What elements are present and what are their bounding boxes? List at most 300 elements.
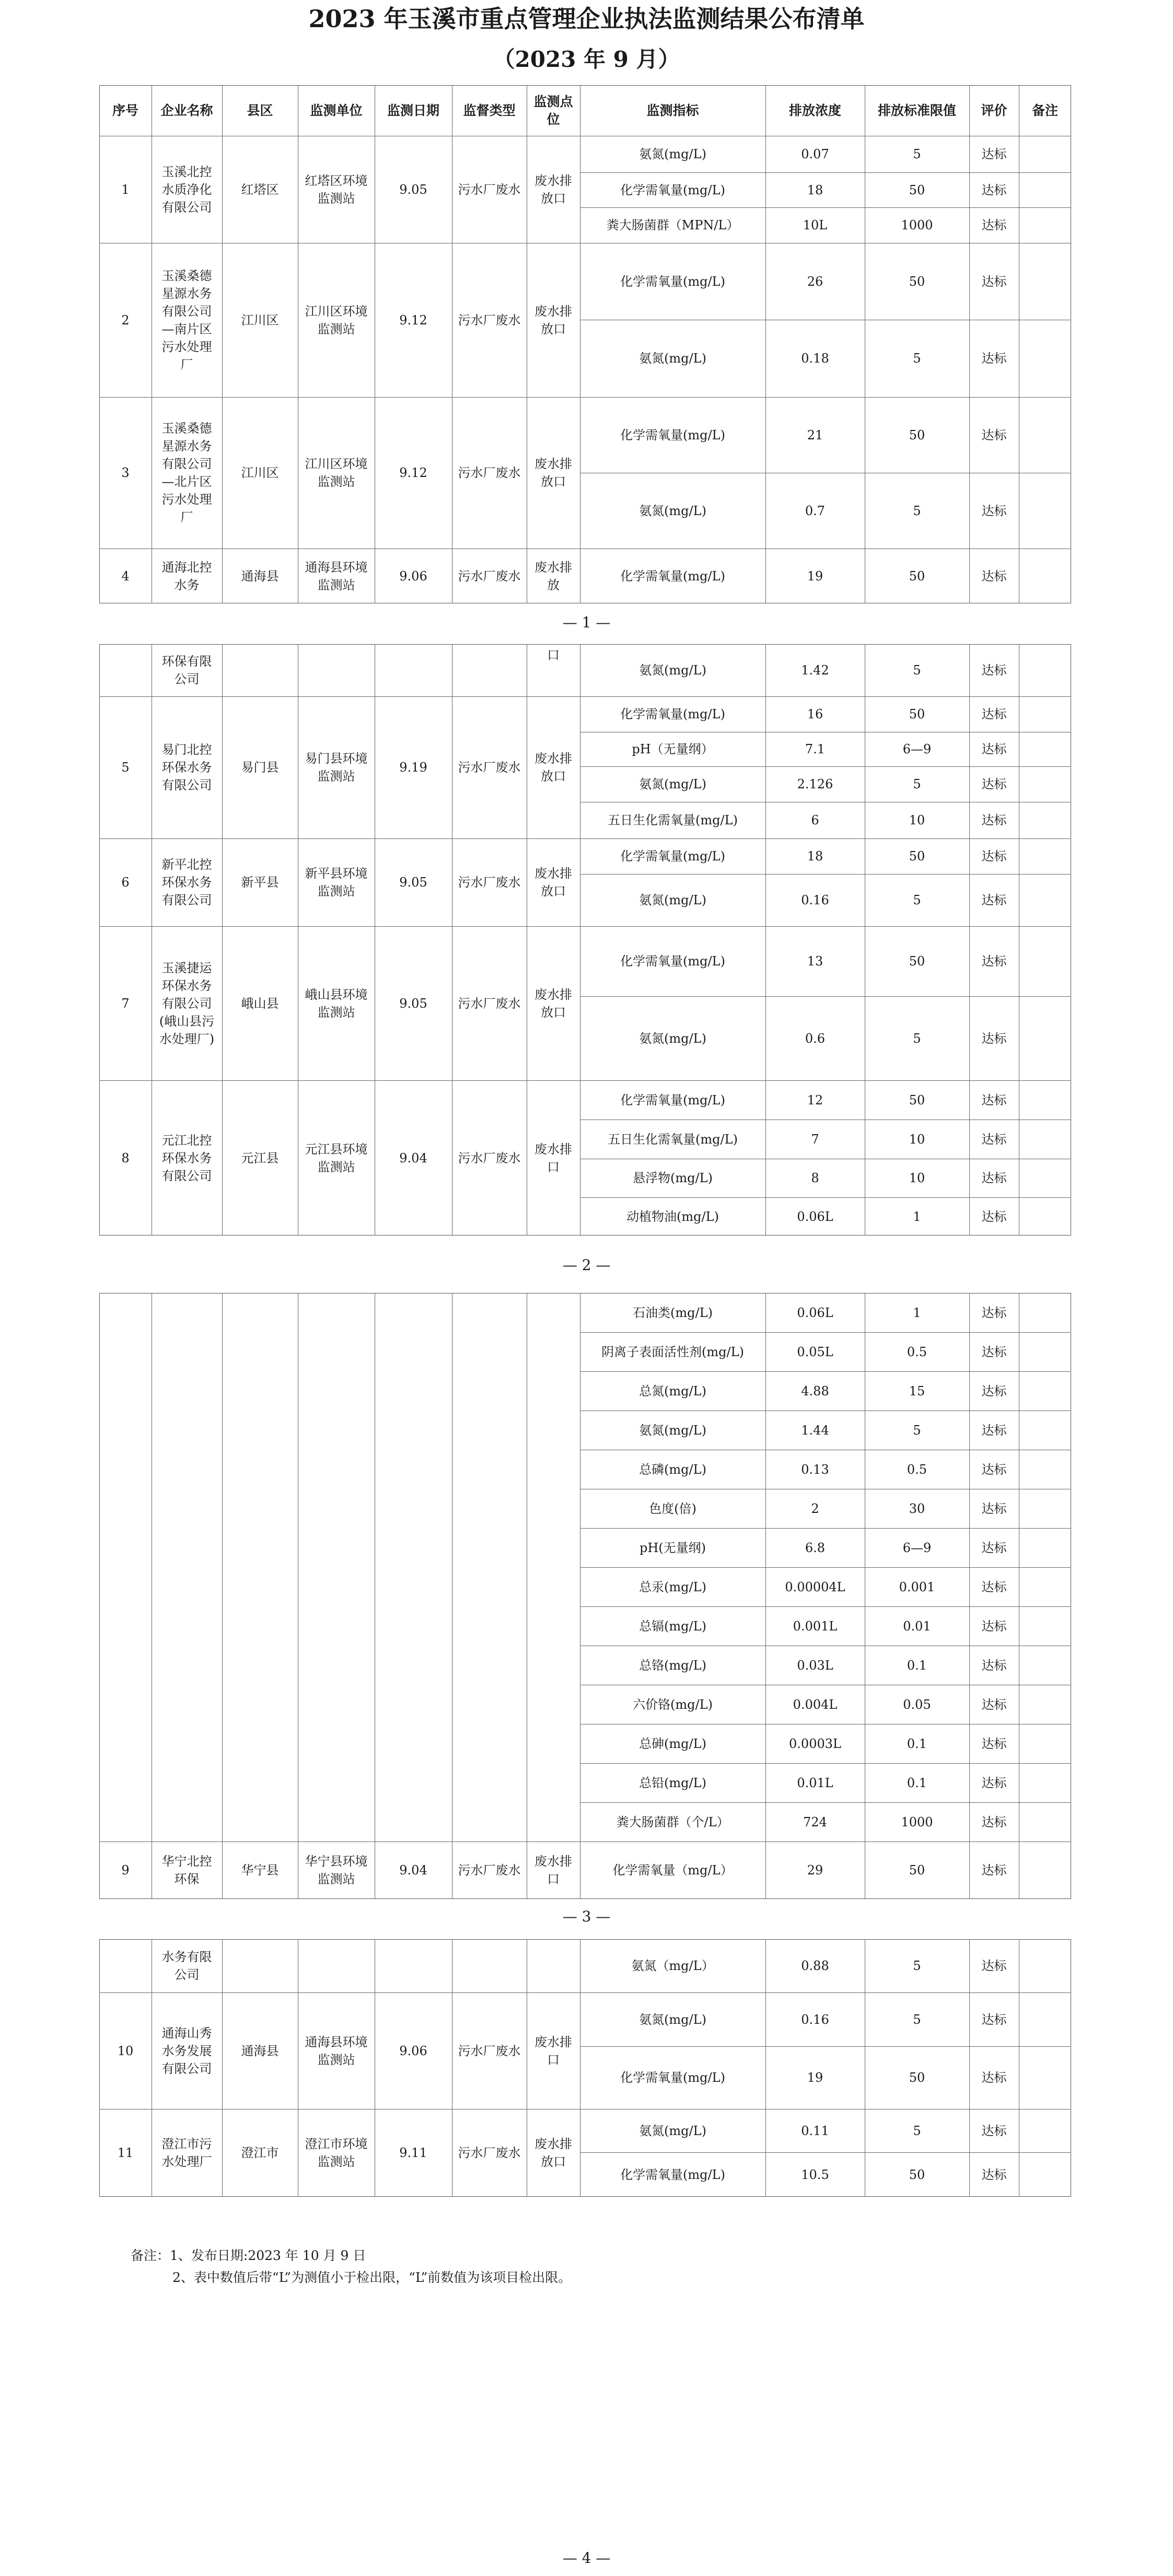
standard-limit: 0.1 [907,1736,927,1751]
evaluation: 达标 [981,182,1007,197]
evaluation: 达标 [981,777,1007,791]
evaluation: 达标 [981,1775,1007,1790]
monitoring-date: 9.12 [399,465,427,480]
enterprise-name: 华宁北控环保 [161,1854,212,1886]
enterprise-name: 通海北控水务 [161,560,212,592]
standard-limit: 50 [909,1092,925,1108]
remark-cell [1019,1646,1071,1685]
monitoring-point: 废水排口 [535,1854,572,1886]
indicator-name: 五日生化需氧量(mg/L) [608,813,738,827]
standard-limit: 50 [909,274,925,289]
monitoring-unit: 江川区环境监测站 [305,457,368,489]
emission-value: 1.44 [801,1423,829,1438]
standard-limit: 0.05 [903,1697,931,1712]
evaluation: 达标 [981,1209,1007,1224]
standard-limit: 15 [909,1383,925,1398]
remark-cell [1019,207,1071,243]
evaluation: 达标 [981,1863,1007,1878]
standard-limit: 5 [913,893,921,907]
evaluation: 达标 [981,2167,1007,2182]
row-number-9: 9 [121,1863,130,1878]
remark-cell [1019,1411,1071,1450]
emission-value: 0.88 [801,1959,829,1973]
indicator-name: 化学需氧量(mg/L) [620,182,725,197]
emission-value: 0.0003L [789,1736,841,1751]
remark-cell [1019,1724,1071,1763]
remark-cell [1019,1939,1071,1992]
standard-limit: 5 [913,2123,921,2138]
remark-cell [1019,136,1071,172]
remark-cell [1019,1371,1071,1411]
monitoring-unit: 华宁县环境监测站 [305,1854,368,1886]
monitoring-point: 废水排放 [535,560,572,592]
emission-value: 6 [811,813,819,827]
supervision-type: 污水厂废水 [458,760,521,775]
evaluation: 达标 [981,1501,1007,1516]
row-number-6: 6 [121,875,130,890]
page-number-4: — 4 — [562,2549,611,2567]
indicator-name: 悬浮物(mg/L) [633,1171,713,1185]
remark-cell [1019,549,1071,603]
county: 峨山县 [241,996,279,1011]
standard-limit: 1 [913,1305,921,1320]
header-cell-10: 排放标准限值 [877,102,956,118]
evaluation: 达标 [981,893,1007,907]
page-number-1: — 1 — [562,614,611,631]
indicator-name: 氨氮(mg/L) [639,1031,706,1046]
county: 通海县 [241,568,279,584]
indicator-name: 石油类(mg/L) [633,1305,713,1320]
monitoring-point-continued: 口 [547,648,560,662]
monitoring-date: 9.12 [399,312,427,328]
enterprise-name: 玉溪北控水质净化有限公司 [161,164,212,215]
supervision-type: 污水厂废水 [458,2043,521,2058]
evaluation: 达标 [981,1540,1007,1555]
enterprise-name: 玉溪桑德星源水务有限公司—南片区污水处理厂 [161,268,212,372]
row-number-3: 3 [121,465,130,480]
header-cell-12: 备注 [1031,102,1058,118]
indicator-name: 化学需氧量(mg/L) [620,568,725,584]
emission-value: 0.16 [801,2012,829,2027]
standard-limit: 5 [913,777,921,791]
remark-cell [1019,802,1071,838]
monitoring-point: 废水排放口 [535,304,572,336]
monitoring-date: 9.05 [399,182,427,197]
evaluation: 达标 [981,1092,1007,1108]
standard-limit: 30 [909,1501,925,1516]
row-number-1: 1 [121,182,130,197]
remark-cell [1019,1841,1071,1899]
remark-cell [1019,644,1071,696]
header-cell-1: 序号 [112,102,138,118]
evaluation: 达标 [981,568,1007,584]
evaluation: 达标 [981,1344,1007,1359]
remark-cell [1019,926,1071,996]
standard-limit: 0.5 [907,1462,927,1477]
standard-limit: 50 [909,954,925,969]
monitoring-unit: 通海县环境监测站 [305,560,368,592]
standard-limit: 5 [913,663,921,678]
indicator-name: 化学需氧量(mg/L) [620,1092,725,1108]
page-number-3: — 3 — [562,1908,611,1925]
remark-cell [1019,696,1071,732]
emission-value: 0.18 [801,351,829,366]
monitoring-unit: 元江县环境监测站 [305,1141,368,1174]
emission-value: 724 [803,1814,827,1829]
evaluation: 达标 [981,147,1007,161]
row-number-8: 8 [121,1150,130,1165]
evaluation: 达标 [981,1383,1007,1398]
emission-value: 18 [807,182,823,197]
emission-value: 0.06L [797,1209,833,1224]
evaluation: 达标 [981,1423,1007,1438]
emission-value: 8 [811,1171,819,1185]
evaluation: 达标 [981,427,1007,442]
emission-value: 2 [811,1501,819,1516]
emission-value: 0.001L [793,1618,838,1634]
evaluation: 达标 [981,2070,1007,2085]
indicator-name: 动植物油(mg/L) [626,1209,719,1224]
evaluation: 达标 [981,274,1007,289]
evaluation: 达标 [981,1697,1007,1712]
standard-limit: 50 [909,568,925,584]
emission-value: 0.11 [801,2123,829,2138]
evaluation: 达标 [981,351,1007,366]
indicator-name: 化学需氧量(mg/L) [620,707,725,721]
header-cell-4: 监测单位 [310,102,363,118]
monitoring-point: 废水排放口 [535,2137,572,2169]
indicator-name: 氨氮(mg/L) [639,2012,706,2027]
county: 新平县 [241,875,279,890]
remark-cell [1019,1606,1071,1646]
row-number-11: 11 [117,2146,134,2160]
evaluation: 达标 [981,1736,1007,1751]
standard-limit: 50 [909,1863,925,1878]
county: 易门县 [241,760,279,775]
emission-value: 0.06L [797,1305,833,1320]
row-number-5: 5 [121,760,130,775]
enterprise-name-continued: 环保有限公司 [161,654,212,686]
indicator-name: 氨氮(mg/L) [639,503,706,518]
evaluation: 达标 [981,1658,1007,1673]
standard-limit: 1 [913,1209,921,1224]
county: 华宁县 [241,1863,279,1878]
evaluation: 达标 [981,1959,1007,1973]
supervision-type: 污水厂废水 [458,1150,521,1165]
standard-limit: 10 [909,813,925,827]
remark-cell [1019,1120,1071,1159]
emission-value: 0.16 [801,893,829,907]
emission-value: 29 [807,1863,823,1878]
standard-limit: 50 [909,707,925,721]
county: 江川区 [241,312,279,328]
monitoring-date: 9.06 [399,568,427,584]
monitoring-date: 9.06 [399,2043,427,2058]
row-number-10: 10 [117,2043,134,2058]
indicator-name: 氨氮(mg/L) [639,147,706,161]
indicator-name: 氨氮（mg/L） [631,1959,714,1973]
emission-value: 4.88 [801,1383,829,1398]
evaluation: 达标 [981,1171,1007,1185]
indicator-name: pH（无量纲） [632,742,714,756]
evaluation: 达标 [981,2012,1007,2027]
page-title: 2023 年玉溪市重点管理企业执法监测结果公布清单 [308,5,865,33]
remark-cell [1019,732,1071,766]
remark-cell [1019,172,1071,207]
emission-value: 26 [807,274,823,289]
supervision-type: 污水厂废水 [458,1863,521,1878]
evaluation: 达标 [981,707,1007,721]
emission-value: 0.004L [793,1697,838,1712]
standard-limit: 0.01 [903,1618,931,1634]
remark-cell [1019,1197,1071,1235]
enterprise-name: 通海山秀水务发展有限公司 [161,2025,212,2076]
standard-limit: 0.001 [899,1579,935,1594]
evaluation: 达标 [981,218,1007,232]
remark-cell [1019,2152,1071,2197]
evaluation: 达标 [981,954,1007,969]
emission-value: 2.126 [797,777,833,791]
emission-value: 12 [807,1092,823,1108]
supervision-type: 污水厂废水 [458,465,521,480]
indicator-name: 氨氮(mg/L) [639,777,706,791]
header-cell-7: 监测点位 [533,94,573,127]
standard-limit: 6—9 [902,742,932,756]
enterprise-name: 新平北控环保水务有限公司 [161,857,212,907]
indicator-name: 氨氮(mg/L) [639,663,706,678]
supervision-type: 污水厂废水 [458,568,521,584]
indicator-name: 化学需氧量(mg/L) [620,2070,725,2085]
page-number-2: — 2 — [562,1256,611,1274]
indicator-name: 粪大肠菌群（MPN/L） [606,218,739,232]
standard-limit: 50 [909,182,925,197]
indicator-name: 总铬(mg/L) [639,1658,706,1673]
standard-limit: 10 [909,1132,925,1147]
remark-cell [1019,1528,1071,1567]
emission-value: 0.01L [797,1775,833,1790]
standard-limit: 10 [909,1171,925,1185]
indicator-name: 色度(倍) [649,1501,696,1516]
evaluation: 达标 [981,742,1007,756]
evaluation: 达标 [981,1579,1007,1594]
monitoring-unit: 易门县环境监测站 [305,751,368,784]
emission-value: 21 [807,427,823,442]
evaluation: 达标 [981,663,1007,678]
emission-value: 18 [807,849,823,864]
indicator-name: pH(无量纲) [639,1540,706,1555]
monitoring-point: 废水排放口 [535,866,572,899]
indicator-name: 化学需氧量(mg/L) [620,849,725,864]
county: 红塔区 [241,182,279,197]
monitoring-date: 9.11 [399,2146,427,2160]
indicator-name: 六价铬(mg/L) [633,1697,713,1712]
standard-limit: 5 [913,2012,921,2027]
enterprise-name: 澄江市污水处理厂 [161,2137,212,2169]
indicator-name: 总铅(mg/L) [639,1775,706,1790]
indicator-name: 化学需氧量（mg/L） [612,1863,733,1878]
standard-limit: 5 [913,147,921,161]
emission-value: 10L [803,218,828,232]
standard-limit: 1000 [901,1814,933,1829]
header-cell-5: 监测日期 [387,102,439,118]
enterprise-name-continued: 水务有限公司 [161,1950,212,1982]
remark-cell [1019,996,1071,1080]
monitoring-point: 废水排放口 [535,751,572,784]
standard-limit: 50 [909,849,925,864]
emission-value: 0.07 [801,147,829,161]
remark-cell [1019,766,1071,802]
header-cell-11: 评价 [981,102,1007,118]
monitoring-unit: 澄江市环境监测站 [305,2137,368,2169]
row-number-7: 7 [121,996,130,1011]
monitoring-date: 9.05 [399,996,427,1011]
evaluation: 达标 [981,1814,1007,1829]
emission-value: 0.6 [805,1031,826,1046]
note-line-1: 备注：1、发布日期:2023 年 10 月 9 日 [131,2248,366,2263]
remark-cell [1019,1992,1071,2046]
remark-cell [1019,1489,1071,1528]
standard-limit: 50 [909,427,925,442]
emission-value: 10.5 [801,2167,829,2182]
monitoring-date: 9.04 [399,1150,427,1165]
monitoring-date: 9.04 [399,1863,427,1878]
remark-cell [1019,243,1071,320]
remark-cell [1019,1293,1071,1332]
header-cell-8: 监测指标 [646,102,699,118]
evaluation: 达标 [981,1132,1007,1147]
monitoring-point: 废水排放口 [535,457,572,489]
remark-cell [1019,838,1071,874]
remark-cell [1019,1802,1071,1841]
remark-cell [1019,2109,1071,2152]
enterprise-name: 玉溪桑德星源水务有限公司—北片区污水处理厂 [161,421,212,524]
enterprise-name: 元江北控环保水务有限公司 [161,1133,212,1183]
remark-cell [1019,473,1071,549]
emission-value: 7 [811,1132,819,1147]
standard-limit: 5 [913,1031,921,1046]
indicator-name: 化学需氧量(mg/L) [620,954,725,969]
row-number-4: 4 [121,568,130,584]
evaluation: 达标 [981,503,1007,518]
indicator-name: 化学需氧量(mg/L) [620,274,725,289]
standard-limit: 5 [913,1423,921,1438]
indicator-name: 总磷(mg/L) [639,1462,706,1477]
header-cell-2: 企业名称 [160,102,213,118]
emission-value: 0.00004L [785,1579,845,1594]
indicator-name: 总镉(mg/L) [639,1618,706,1634]
standard-limit: 50 [909,2070,925,2085]
supervision-type: 污水厂废水 [458,996,521,1011]
emission-value: 0.03L [797,1658,833,1673]
county: 江川区 [241,465,279,480]
header-cell-3: 县区 [247,102,273,118]
evaluation: 达标 [981,2123,1007,2138]
county: 元江县 [241,1150,279,1165]
standard-limit: 50 [909,2167,925,2182]
evaluation: 达标 [981,813,1007,827]
note-line-2: 2、表中数值后带“L”为测值小于检出限，“L”前数值为该项目检出限。 [172,2270,572,2285]
emission-value: 13 [807,954,823,969]
standard-limit: 6—9 [902,1540,932,1555]
monitoring-unit: 新平县环境监测站 [305,866,368,899]
indicator-name: 阴离子表面活性剂(mg/L) [601,1344,744,1359]
remark-cell [1019,1332,1071,1371]
header-cell-9: 排放浓度 [788,102,841,118]
emission-value: 16 [807,707,823,721]
supervision-type: 污水厂废水 [458,182,521,197]
standard-limit: 0.1 [907,1658,927,1673]
indicator-name: 粪大肠菌群（个/L） [616,1814,729,1829]
evaluation: 达标 [981,1462,1007,1477]
standard-limit: 5 [913,503,921,518]
remark-cell [1019,1567,1071,1606]
indicator-name: 氨氮(mg/L) [639,893,706,907]
monitoring-unit: 江川区环境监测站 [305,304,368,336]
emission-value: 19 [807,568,823,584]
monitoring-point: 废水排放口 [535,987,572,1020]
monitoring-point: 废水排放口 [535,173,572,206]
indicator-name: 氨氮(mg/L) [639,351,706,366]
emission-value: 0.05L [797,1344,833,1359]
monitoring-unit: 峨山县环境监测站 [305,987,368,1020]
page-subtitle: （2023 年 9 月） [493,46,680,72]
county: 通海县 [241,2043,279,2058]
remark-cell [1019,1763,1071,1802]
evaluation: 达标 [981,1618,1007,1634]
indicator-name: 氨氮(mg/L) [639,1423,706,1438]
indicator-name: 化学需氧量(mg/L) [620,427,725,442]
supervision-type: 污水厂废水 [458,2146,521,2160]
indicator-name: 总砷(mg/L) [639,1736,706,1751]
monitoring-date: 9.19 [399,760,427,775]
indicator-name: 氨氮(mg/L) [639,2123,706,2138]
supervision-type: 污水厂废水 [458,875,521,890]
evaluation: 达标 [981,1305,1007,1320]
emission-value: 7.1 [805,742,826,756]
emission-value: 6.8 [805,1540,826,1555]
emission-value: 0.7 [805,503,826,518]
header-cell-6: 监督类型 [463,102,516,118]
standard-limit: 0.5 [907,1344,927,1359]
row-number-2: 2 [121,312,130,328]
emission-value: 19 [807,2070,823,2085]
supervision-type: 污水厂废水 [458,312,521,328]
remark-cell [1019,320,1071,397]
monitoring-date: 9.05 [399,875,427,890]
indicator-name: 五日生化需氧量(mg/L) [608,1132,738,1147]
remark-cell [1019,1450,1071,1489]
indicator-name: 总氮(mg/L) [639,1383,706,1398]
county: 澄江市 [241,2146,279,2160]
standard-limit: 5 [913,1959,921,1973]
emission-value: 1.42 [801,663,829,678]
emission-value: 0.13 [801,1462,829,1477]
column-divider [222,1293,223,1899]
evaluation: 达标 [981,1031,1007,1046]
evaluation: 达标 [981,849,1007,864]
remark-cell [1019,1080,1071,1120]
monitoring-point: 废水排口 [535,1141,572,1174]
indicator-name: 总汞(mg/L) [639,1579,706,1594]
monitoring-unit: 红塔区环境监测站 [305,173,368,206]
enterprise-name: 玉溪捷运环保水务有限公司(峨山县污水处理厂) [159,960,215,1046]
remark-cell [1019,2046,1071,2109]
enterprise-name: 易门北控环保水务有限公司 [161,742,212,792]
indicator-name: 化学需氧量(mg/L) [620,2167,725,2182]
monitoring-point: 废水排口 [535,2034,572,2067]
remark-cell [1019,1159,1071,1197]
standard-limit: 5 [913,351,921,366]
